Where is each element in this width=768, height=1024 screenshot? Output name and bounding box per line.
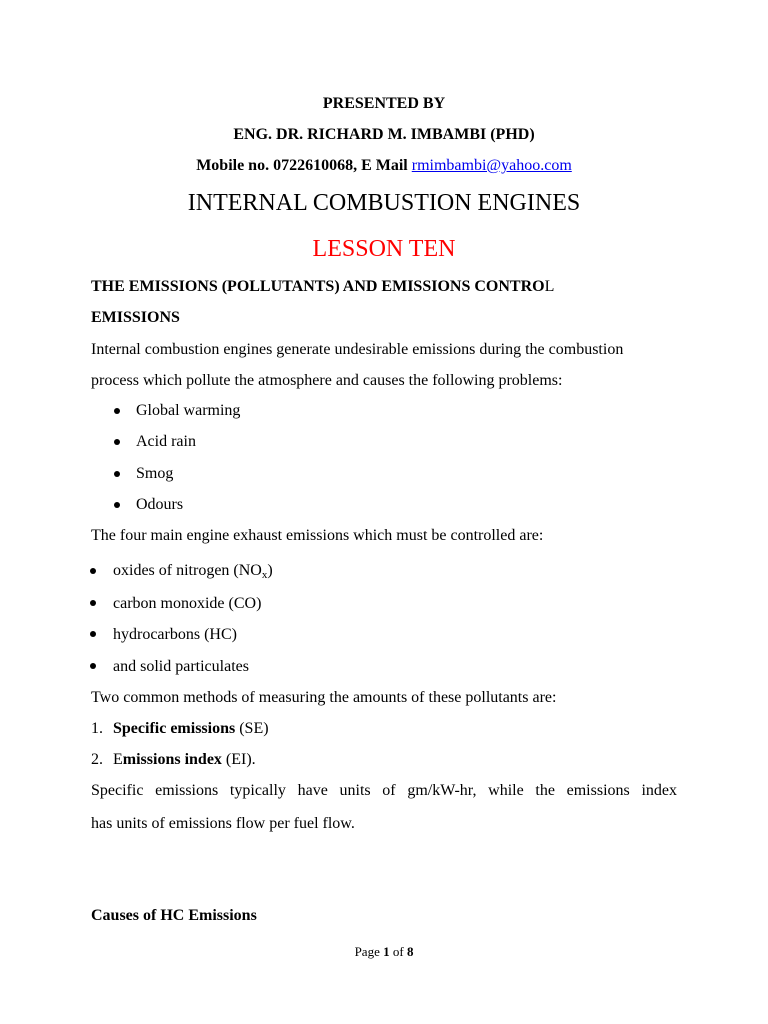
nox-suffix: ) <box>267 562 273 579</box>
emission-item-co: carbon monoxide (CO) <box>113 595 262 612</box>
contact-prefix: Mobile no. 0722610068, E Mail <box>196 157 412 174</box>
nox-subscript: x <box>261 569 268 581</box>
footer-current-page: 1 <box>383 944 390 959</box>
method-bold: missions index <box>122 751 222 768</box>
bullet-icon <box>114 502 120 508</box>
method-item-2 <box>91 750 103 770</box>
emission-item-particulates: and solid particulates <box>113 658 249 675</box>
method-item-2-text <box>113 750 256 770</box>
bullet-icon <box>90 631 96 637</box>
lesson-title: LESSON TEN <box>312 236 456 262</box>
bullet-icon <box>114 439 120 445</box>
intro-line-2: process which pollute the atmosphere and causes the following problems: <box>91 372 563 389</box>
emission-item-nox <box>113 561 273 581</box>
method-bold: Specific emissions <box>113 720 236 737</box>
footer-total-pages: 8 <box>406 944 414 959</box>
bullet-icon <box>90 600 96 606</box>
four-main-intro: The four main engine exhaust emissions which must be controlled are: <box>91 527 544 544</box>
presented-by: PRESENTED BY <box>322 95 446 112</box>
contact-line <box>0 156 768 176</box>
method-item-1-text <box>113 719 269 739</box>
section-heading-tail: L <box>544 278 555 295</box>
methods-intro: Two common methods of measuring the amounts of these pollutants are: <box>91 689 557 706</box>
method-item-1 <box>91 719 103 739</box>
problem-item: Smog <box>136 465 174 482</box>
footer-of-word: of <box>389 944 407 959</box>
method-number: 1. <box>91 720 103 737</box>
email-link[interactable]: rmimbambi@yahoo.com <box>411 157 572 174</box>
section-heading <box>91 277 554 297</box>
emission-item-hc: hydrocarbons (HC) <box>113 626 237 643</box>
intro-line-1: Internal combustion engines generate undesirable emissions during the combustion <box>91 341 624 358</box>
bullet-icon <box>90 568 96 574</box>
causes-heading: Causes of HC Emissions <box>91 907 257 924</box>
method-pre: E <box>113 751 123 768</box>
method-number: 2. <box>91 751 103 768</box>
bullet-icon <box>90 663 96 669</box>
units-line-2: has units of emissions flow per fuel flow. <box>91 815 355 832</box>
method-rest: (SE) <box>235 720 269 737</box>
problem-item: Acid rain <box>136 433 196 450</box>
bullet-icon <box>114 471 120 477</box>
author-name: ENG. DR. RICHARD M. IMBAMBI (PHD) <box>233 126 535 143</box>
units-line-1: Specific emissions typically have units of gm/kW-hr, while the emissions index <box>91 782 677 799</box>
section-heading-bold: THE EMISSIONS (POLLUTANTS) AND EMISSIONS CONTRO <box>91 278 545 295</box>
page-footer <box>0 944 768 960</box>
bullet-icon <box>114 408 120 414</box>
problem-item: Odours <box>136 496 184 513</box>
method-rest: (EI). <box>221 751 256 768</box>
nox-prefix: oxides of nitrogen (NO <box>113 562 262 579</box>
problem-item: Global warming <box>136 402 241 419</box>
course-title: INTERNAL COMBUSTION ENGINES <box>187 190 581 216</box>
emissions-subheading: EMISSIONS <box>91 309 180 326</box>
footer-page-word: Page <box>354 944 384 959</box>
